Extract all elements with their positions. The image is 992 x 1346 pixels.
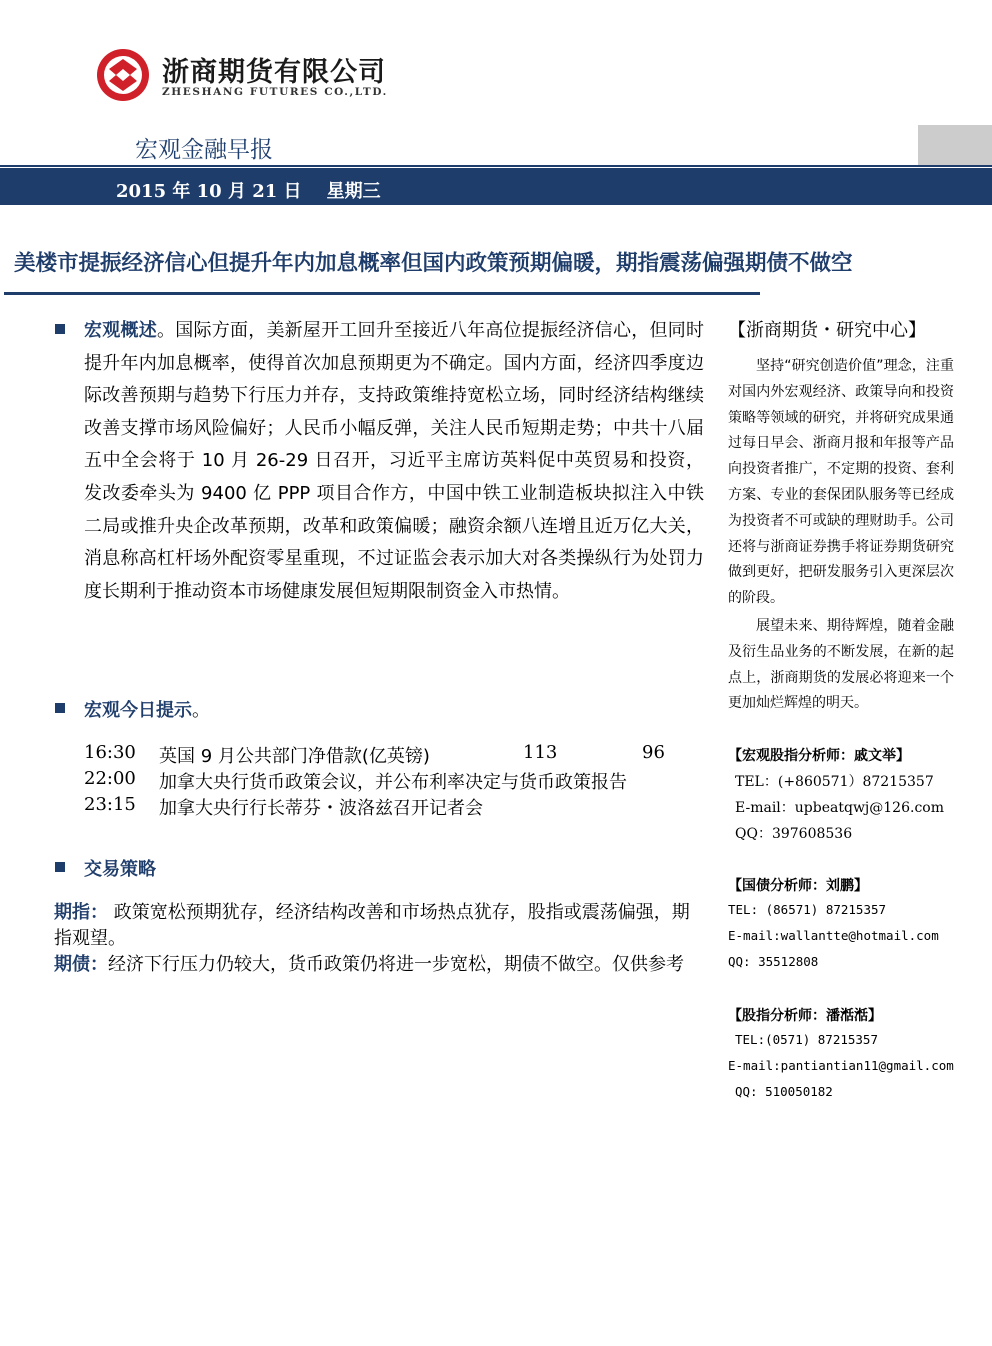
overview-text: 。国际方面，美新屋开工回升至接近八年高位提振经济信心，但同时提升年内加息概率，使得首次加息预期更为不确定。国内方面，经济四季度边际改善预期与趋势下行压力并存，支持政策维持宽松立场，同时经济结构继续改善支撑市场风险偏好；人民币小幅反弹，关注人民币短期走势；中共十八届五中全会将于 10 月 26-29 日召开，习近平主席访英料促中英贸易和投资，发改委牵头为 9400 亿 PPP 项目合作方，中国中铁工业制造板块拟注入中铁二局或推升央企改革预期，改革和政策偏暖；融资余额八连增且近万亿大关，消息称高杠杆场外配资零星重现，不过证监会表示加大对各类操纵行为处罚力度长期利于推动资本市场健康发展但短期限制资金入市热情。 [84,320,705,602]
analyst-title: 【股指分析师：潘湉湉】 [728,1008,882,1024]
header-grey-block [918,125,992,165]
report-date: 2015 年 10 月 21 日 星期三 [116,181,381,202]
calendar-title-suffix: 。 [192,700,210,721]
analyst-qq: QQ: 35512808 [728,954,819,969]
event-name: 加拿大央行货币政策会议，并公布利率决定与货币政策报告 [159,772,627,793]
table-row [84,742,704,768]
analyst-email[interactable]: E-mail:wallantte@hotmail.com [728,928,939,943]
analyst-title: 【宏观股指分析师：戚文举】 [728,748,910,764]
event-name: 英国 9 月公共部门净借款(亿英镑) [159,746,430,767]
analyst-tel: TEL：(+860571）87215357 [735,774,934,790]
strategy-text: 政策宽松预期犹存，经济结构改善和市场热点犹存，股指或震荡偏强，期指观望。 [54,902,690,949]
table-row [84,794,704,820]
analyst-email[interactable]: E-mail：upbeatqwj@126.com [735,800,944,816]
sidebar-intro: 坚持“研究创造价值”理念，注重对国内外宏观经济、政策导向和投资策略等领域的研究，并将研究成果通过每日早会、浙商月报和年报等产品向投资者推广，不定期的投资、套利方案、专业的套保团队服务等已经成为投资者不可或缺的理财助手。公司还将与浙商证券携手将证券期货研究做到更好，把研发服务引入更深层次的阶段。 [728,358,954,607]
strategy-label: 期债： [54,954,108,975]
report-type: 宏观金融早报 [135,137,273,163]
bullet-square-icon [55,324,65,334]
headline-rule [4,292,760,295]
event-forecast: 96 [642,742,665,763]
sidebar-title: 【浙商期货・研究中心】 [728,320,926,341]
strategy-label: 期指： [54,902,108,923]
calendar-title [84,696,210,722]
strategy-item-bond-futures [54,952,704,978]
strategy-item-index-futures [54,900,704,952]
company-logo-icon [96,48,150,102]
macro-overview [84,315,704,608]
sidebar-outlook: 展望未来、期待辉煌，随着金融及衍生品业务的不断发展，在新的起点上，浙商期货的发展必将迎来一个更加灿烂辉煌的明天。 [728,618,954,712]
table-row [84,768,704,794]
analyst-tel: TEL: (86571) 87215357 [728,902,887,917]
analyst-email[interactable]: E-mail:pantiantian11@gmail.com [728,1058,954,1073]
overview-lead: 宏观概述 [84,320,157,341]
event-time: 23:15 [84,794,136,815]
analyst-title: 【国债分析师：刘鹏】 [728,878,868,894]
analyst-tel: TEL:(0571) 87215357 [735,1032,878,1047]
strategy-text: 经济下行压力仍较大，货币政策仍将进一步宽松，期债不做空。仅供参考 [108,954,684,975]
strategy-title: 交易策略 [84,859,156,880]
header-divider [0,165,992,167]
event-previous: 113 [523,742,558,763]
bullet-square-icon [55,703,65,713]
bullet-square-icon [55,862,65,872]
event-time: 16:30 [84,742,136,763]
company-name-en: ZHESHANG FUTURES CO.,LTD. [162,86,388,98]
headline: 美楼市提振经济信心但提升年内加息概率但国内政策预期偏暖，期指震荡偏强期债不做空 [14,251,853,276]
event-time: 22:00 [84,768,136,789]
calendar-title-text: 宏观今日提示 [84,700,192,721]
company-name-cn: 浙商期货有限公司 [162,57,386,88]
analyst-qq: QQ: 510050182 [735,1084,833,1099]
analyst-qq: QQ：397608536 [735,826,853,842]
event-name: 加拿大央行行长蒂芬・波洛兹召开记者会 [159,798,483,819]
